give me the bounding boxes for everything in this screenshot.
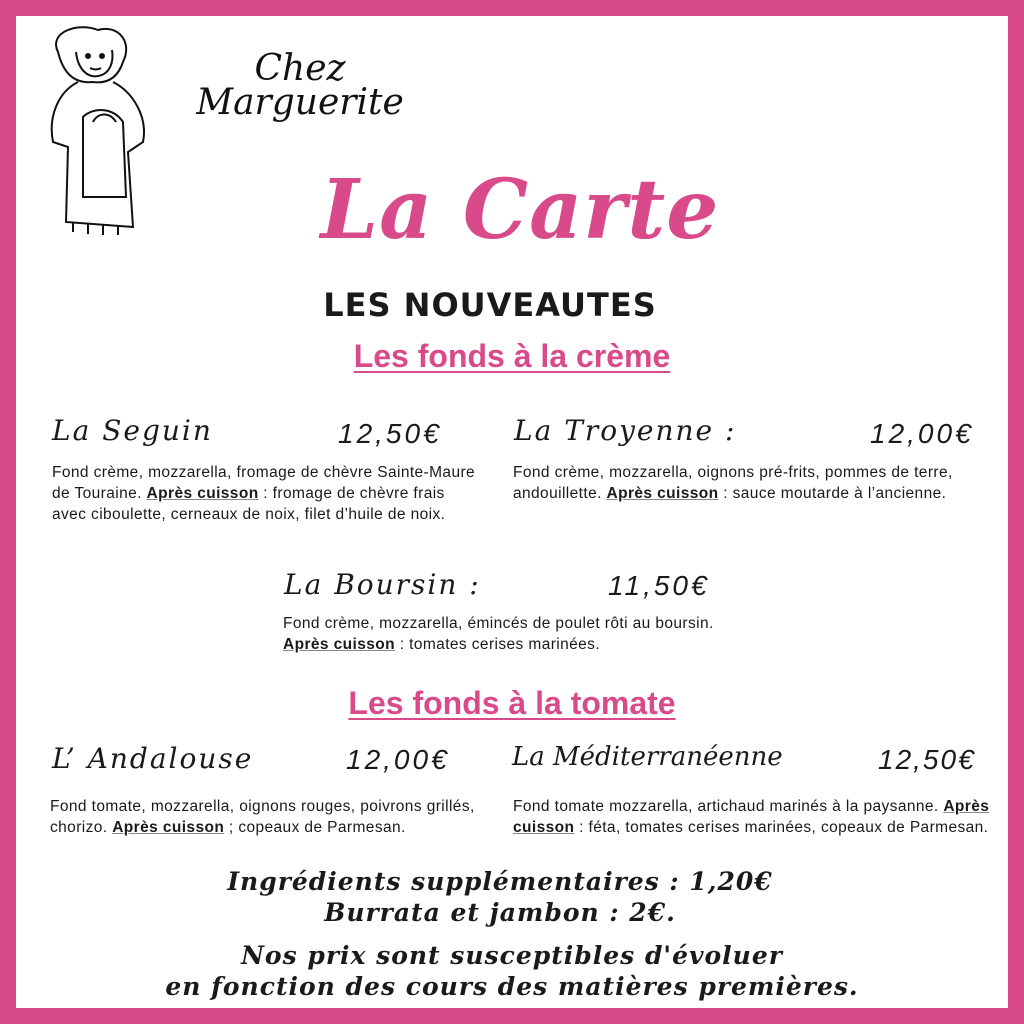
item-name: L’ Andalouse xyxy=(52,742,254,775)
subtitle: LES NOUVEAUTES xyxy=(323,286,657,324)
item-price: 11,50€ xyxy=(608,570,710,601)
item-description: Fond tomate mozzarella, artichaud marinés à la paysanne. Après cuisson : féta, tomates cerises marinées, copeaux de Parmesan. xyxy=(513,798,990,836)
price-notice xyxy=(40,940,984,1002)
extras-line-1: Ingrédients supplémentaires : 1,20€ xyxy=(227,867,773,896)
item-name: La Méditerranéenne xyxy=(512,742,783,772)
extras-info xyxy=(80,866,920,928)
item-name: La Seguin xyxy=(52,414,213,447)
notice-line-1: Nos prix sont susceptibles d'évoluer xyxy=(241,941,783,970)
notice-line-2: en fonction des cours des matières premières. xyxy=(165,972,859,1001)
item-description: Fond crème, mozzarella, oignons pré-frits, pommes de terre, andouillette. Après cuisson : sauce moutarde à l’ancienne. xyxy=(513,464,953,502)
section-title-tomate: Les fonds à la tomate xyxy=(348,685,676,721)
item-price: 12,00€ xyxy=(870,418,974,449)
page-title: La Carte xyxy=(320,162,720,258)
item-price: 12,50€ xyxy=(878,744,976,775)
item-description: Fond crème, mozzarella, fromage de chèvre Sainte-Maure de Touraine. Après cuisson : fromage de chèvre frais avec ciboulette, cerneaux de noix, filet d’huile de noix. xyxy=(52,464,476,523)
item-price: 12,00€ xyxy=(346,744,450,775)
brand-line-1: Chez xyxy=(254,48,346,89)
item-name: La Troyenne : xyxy=(514,414,737,447)
brand-logo xyxy=(170,48,430,123)
brand-line-2: Marguerite xyxy=(196,82,404,123)
item-description: Fond tomate, mozzarella, oignons rouges, poivrons grillés, chorizo. Après cuisson ; copeaux de Parmesan. xyxy=(50,798,475,836)
item-name: La Boursin : xyxy=(284,568,481,601)
item-description: Fond crème, mozzarella, émincés de poulet rôti au boursin. Après cuisson : tomates cerises marinées. xyxy=(283,615,714,653)
item-price: 12,50€ xyxy=(338,418,442,449)
grandmother-illustration-icon xyxy=(38,22,158,242)
extras-line-2: Burrata et jambon : 2€. xyxy=(324,898,676,927)
section-title-creme: Les fonds à la crème xyxy=(353,338,671,374)
